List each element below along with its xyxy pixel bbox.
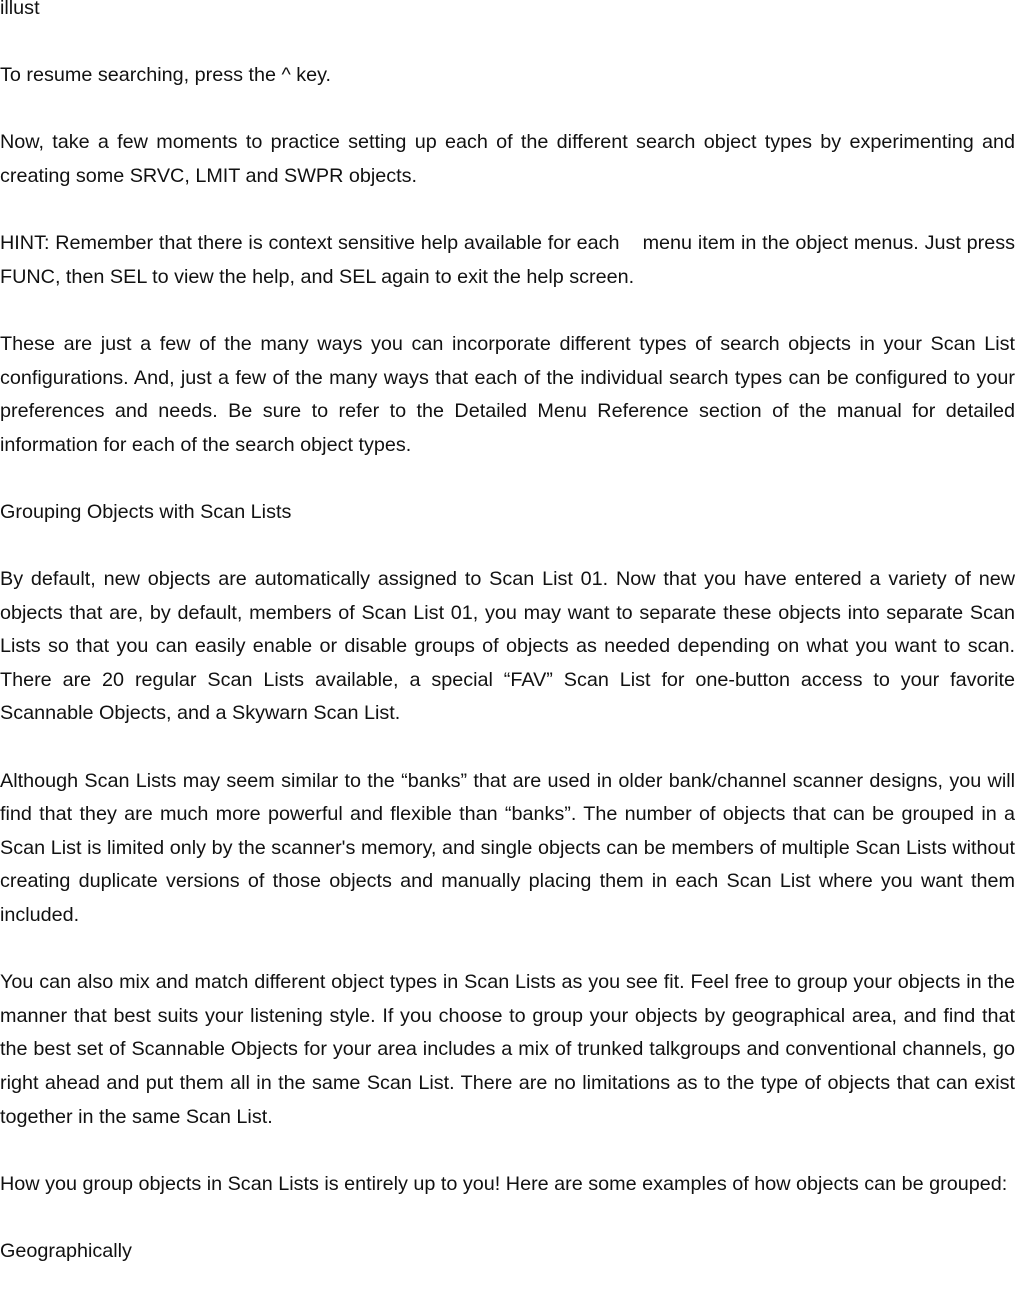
paragraph-search-object-types: These are just a few of the many ways you can incorporate different types of search objects in your Scan List configurations. And, just a few of the many ways that each of the individual search types can be configured to your preferences and needs. Be sure to refer to the Detailed Menu Reference section of the manual for detailed information for each of the search object types. bbox=[0, 332, 1015, 456]
paragraph-practice: Now, take a few moments to practice setting up each of the different search object types by experimenting and creating some SRVC, LMIT and SWPR objects. bbox=[0, 131, 1015, 187]
illustration-caption: illust bbox=[0, 0, 40, 19]
paragraph-default-scan-list: By default, new objects are automatically assigned to Scan List 01. Now that you have entered a variety of new objects that are, by default, members of Scan List 01, you may want to separate these objects into separate Scan Lists so that you can easily enable or disable groups of objects as needed depending on what you want to scan. There are 20 regular Scan Lists available, a special “FAV” Scan List for one-button access to your favorite Scannable Objects, and a Skywarn Scan List. bbox=[0, 568, 1015, 725]
paragraph-how-to-group: How you group objects in Scan Lists is entirely up to you! Here are some examples of how objects can be grouped: bbox=[0, 1172, 1008, 1195]
list-item-geographically: Geographically bbox=[0, 1239, 132, 1262]
paragraph-hint: HINT: Remember that there is context sensitive help available for each menu item in the object menus. Just press FUNC, then SEL to view the help, and SEL again to exit the help screen. bbox=[0, 232, 1015, 288]
paragraph-banks-comparison: Although Scan Lists may seem similar to the “banks” that are used in older bank/channel scanner designs, you will find that they are much more powerful and flexible than “banks”. The number of objects that can be grouped in a Scan List is limited only by the scanner's memory, and single objects can be members of multiple Scan Lists without creating duplicate versions of those objects and manually placing them in each Scan List where you want them included. bbox=[0, 769, 1015, 927]
paragraph-mix-and-match: You can also mix and match different object types in Scan Lists as you see fit. Feel free to group your objects in the manner that best suits your listening style. If you choose to group your objects by geographical area, and find that the best set of Scannable Objects for your area includes a mix of trunked talkgroups and conventional channels, go right ahead and put them all in the same Scan List. There are no limitations as to the type of objects that can exist together in the same Scan List. bbox=[0, 971, 1015, 1128]
paragraph-resume-searching: To resume searching, press the ^ key. bbox=[0, 64, 332, 87]
section-heading-grouping: Grouping Objects with Scan Lists bbox=[0, 500, 292, 523]
